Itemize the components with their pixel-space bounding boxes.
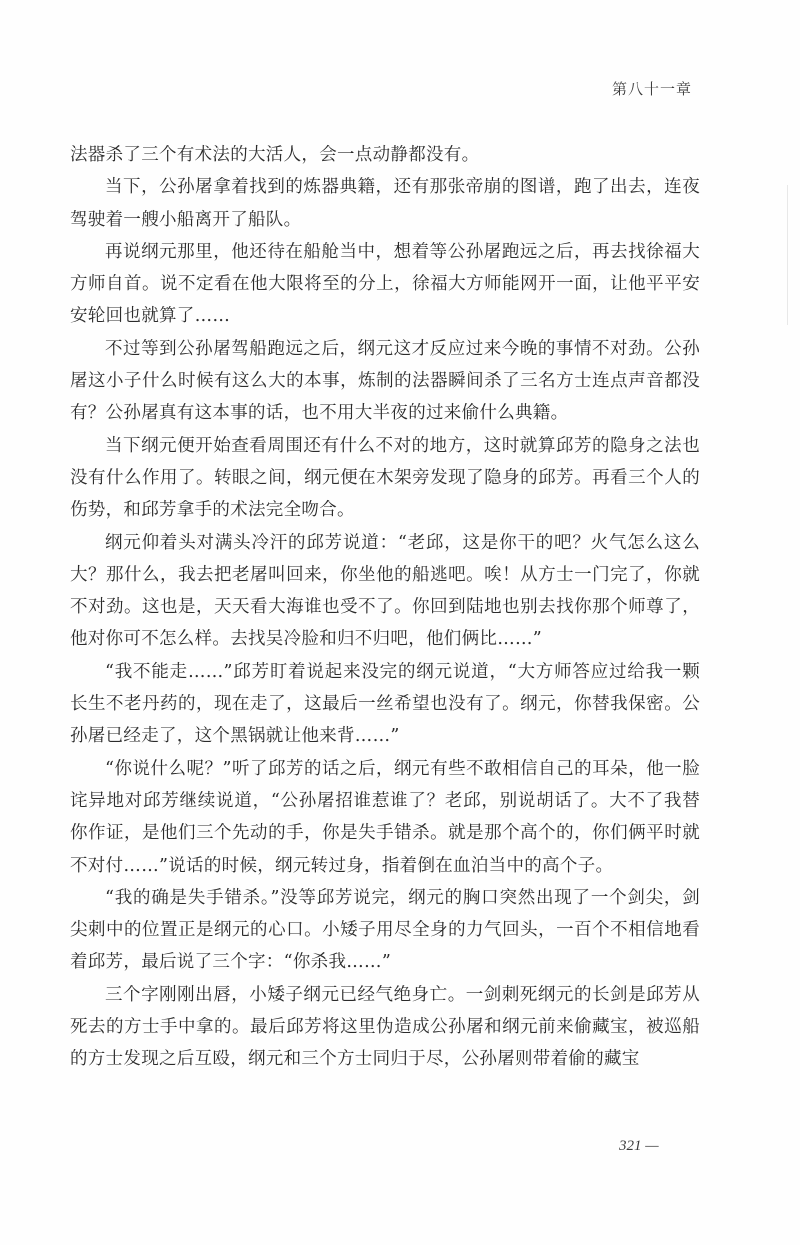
paragraph-6: 纲元仰着头对满头冷汗的邱芳说道：“老邱，这是你干的吧？火气怎么这么大？那什么，我去把老屠叫回来，你坐他的船逃吧。唉！从方士一门完了，你就不对劲。这也是，天天看大海谁也受不了。你回到陆地也别去找你那个师尊了，他对你可不怎么样。去找吴冷脸和归不归吧，他们俩比……” <box>70 532 700 650</box>
page-edge-shadow <box>787 185 788 325</box>
paragraph-8: “你说什么呢？”听了邱芳的话之后，纲元有些不敢相信自己的耳朵，他一脸诧异地对邱芳继续说道，“公孙屠招谁惹谁了？老邱，别说胡话了。大不了我替你作证，是他们三个先动的手，你是失手错杀。就是那个高个的，你们俩平时就不对付……”说话的时候，纲元转过身，指着倒在血泊当中的高个子。 <box>70 758 700 876</box>
paragraph-1: 法器杀了三个有术法的大活人，会一点动静都没有。 <box>70 145 480 165</box>
chapter-header: 第八十一章 <box>612 80 693 98</box>
body-text <box>70 139 700 1076</box>
paragraph-4: 不过等到公孙屠驾船跑远之后，纲元这才反应过来今晚的事情不对劲。公孙屠这小子什么时候有这么大的本事，炼制的法器瞬间杀了三名方士连点声音都没有？公孙屠真有这本事的话，也不用大半夜的过来偷什么典籍。 <box>70 338 700 424</box>
page-number: 321 — <box>619 1138 659 1154</box>
paragraph-7: “我不能走……”邱芳盯着说起来没完的纲元说道，“大方师答应过给我一颗长生不老丹药的，现在走了，这最后一丝希望也没有了。纲元，你替我保密。公孙屠已经走了，这个黑锅就让他来背……” <box>70 661 700 747</box>
paragraph-5: 当下纲元便开始查看周围还有什么不对的地方，这时就算邱芳的隐身之法也没有什么作用了。转眼之间，纲元便在木架旁发现了隐身的邱芳。再看三个人的伤势，和邱芳拿手的术法完全吻合。 <box>70 435 700 521</box>
paragraph-10: 三个字刚刚出唇，小矮子纲元已经气绝身亡。一剑刺死纲元的长剑是邱芳从死去的方士手中拿的。最后邱芳将这里伪造成公孙屠和纲元前来偷藏宝，被巡船的方士发现之后互殴，纲元和三个方士同归于尽，公孙屠则带着偷的藏宝 <box>70 984 700 1070</box>
paragraph-2: 当下，公孙屠拿着找到的炼器典籍，还有那张帝崩的图谱，跑了出去，连夜驾驶着一艘小船离开了船队。 <box>70 177 700 230</box>
paragraph-3: 再说纲元那里，他还待在船舱当中，想着等公孙屠跑远之后，再去找徐福大方师自首。说不定看在他大限将至的分上，徐福大方师能网开一面，让他平平安安轮回也就算了…… <box>70 241 700 327</box>
paragraph-9: “我的确是失手错杀。”没等邱芳说完，纲元的胸口突然出现了一个剑尖，剑尖刺中的位置正是纲元的心口。小矮子用尽全身的力气回头，一百个不相信地看着邱芳，最后说了三个字：“你杀我……” <box>70 887 700 973</box>
